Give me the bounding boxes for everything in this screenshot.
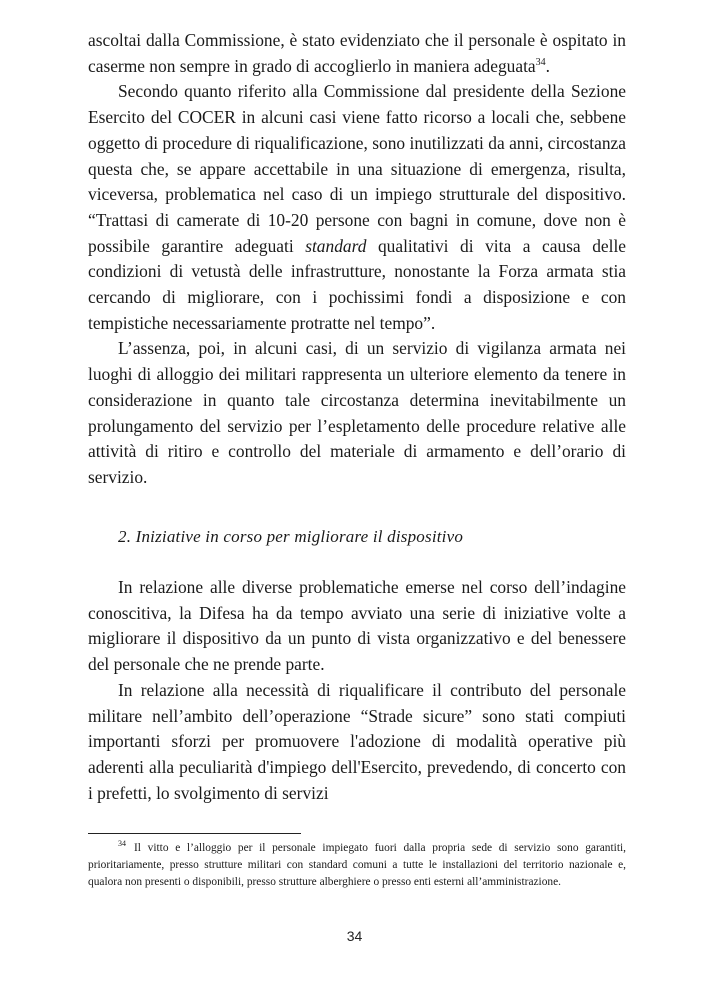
footnote (88, 840, 626, 891)
paragraph-vigilanza: L’assenza, poi, in alcuni casi, di un servizio di vigilanza armata nei luoghi di alloggio dei militari rappresenta un ulteriore elemento da tenere in considerazione in quanto tale circostanza determina inevitabilmente un prolungamento del servizio per l’espletamento delle procedure relative alle attività di ritiro e controllo del materiale di armamento e dell’orario di servizio. (88, 338, 626, 487)
paragraph-text: ascoltai dalla Commissione, è stato evidenziato che il personale è ospitato in caserme non sempre in grado di accoglierlo in maniera adeguata (88, 30, 626, 76)
paragraph-text: Secondo quanto riferito alla Commissione dal presidente della Sezione Esercito del COCER in alcuni casi viene fatto ricorso a locali che, sebbene oggetto di procedure di riqualificazione, sono inutilizzati da anni, circostanza questa che, se appare accettabile in una situazione di emergenza, risulta, viceversa, problematica nel caso di un impiego strutturale del dispositivo. “Trattasi di camerate di 10-20 persone con bagni in comune, dove non è possibile garantire adeguati (88, 81, 626, 256)
paragraph-strade-sicure: In relazione alla necessità di riqualificare il contributo del personale militare nell’ambito dell’operazione “Strade sicure” sono stati compiuti importanti sforzi per promuovere l'adozione di modalità operative più aderenti alla peculiarità d'impiego dell'Esercito, prevedendo, di concerto con i prefetti, lo svolgimento di servizi (88, 679, 626, 803)
paragraph-iniziative: In relazione alle diverse problematiche emerse nel corso dell’indagine conoscitiva, la Difesa ha da tempo avviato una serie di iniziative volte a migliorare il dispositivo da un punto di vista organizzativo e del benessere del personale che ne prende parte. (88, 577, 626, 675)
footnote-text: Il vitto e l’alloggio per il personale impiegato fuori dalla propria sede di servizio sono garantiti, prioritariamente, presso strutture militari con standard comuni a tutte le installazioni del territorio nazionale e, qualora non presenti o disponibili, presso strutture alberghiere o presso enti esterni all’amministrazione. (88, 842, 626, 888)
section-body (88, 575, 626, 806)
paragraph-cocer (88, 79, 626, 336)
body-text (88, 28, 626, 491)
footnote-divider (88, 833, 301, 834)
paragraph-text: qualitativi di vita a causa delle condizioni di vetustà delle infrastrutture, nonostante la Forza armata stia cercando di migliorare, con i pochissimi fondi a disposizione e con tempistiche necessariamente protratte nel tempo”. (88, 235, 626, 333)
section-heading: 2. Iniziative in corso per migliorare il dispositivo (118, 527, 464, 546)
footnote-reference[interactable]: 34 (535, 56, 546, 68)
italic-term: standard (305, 235, 367, 256)
paragraph-period: . (545, 55, 550, 76)
footnote-mark: 34 (118, 839, 126, 849)
page-number: 34 (346, 928, 363, 944)
paragraph-continued (88, 28, 626, 79)
